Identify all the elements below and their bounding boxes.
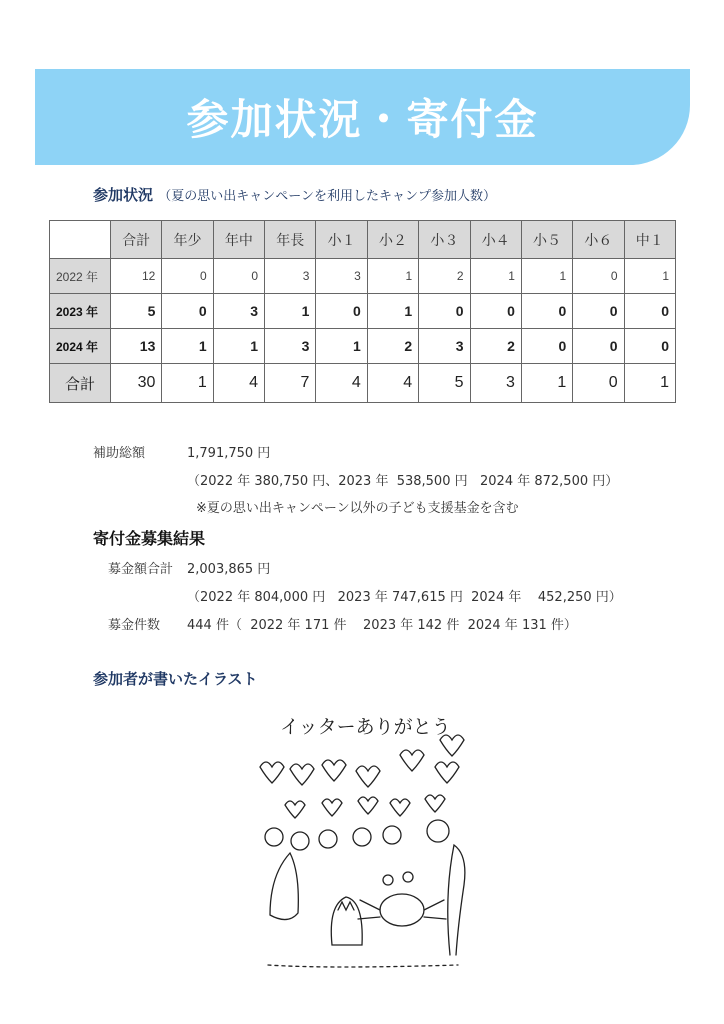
table-cell: 1 [624, 259, 675, 294]
participation-note: （夏の思い出キャンペーンを利用したキャンプ参加人数） [158, 189, 496, 204]
table-cell: 1 [470, 259, 521, 294]
table-corner-cell [50, 221, 111, 259]
column-header: 年中 [213, 221, 264, 259]
table-cell: 0 [162, 259, 213, 294]
donation-heading: 寄付金募集結果 [93, 529, 206, 548]
table-cell: 0 [573, 364, 624, 403]
subsidy-breakdown: （2022 年 380,750 円、2023 年 538,500 円 2024 年 872,500 円） [187, 474, 619, 489]
column-header: 小６ [573, 221, 624, 259]
table-cell: 5 [111, 294, 162, 329]
table-cell: 1 [213, 329, 264, 364]
table-cell: 4 [316, 364, 367, 403]
table-header-row [50, 221, 676, 259]
column-header: 小２ [367, 221, 418, 259]
table-cell: 1 [521, 364, 572, 403]
table-cell: 1 [521, 259, 572, 294]
table-cell: 5 [419, 364, 470, 403]
table-cell: 1 [367, 259, 418, 294]
column-header: 小４ [470, 221, 521, 259]
table-cell: 0 [213, 259, 264, 294]
table-cell: 13 [111, 329, 162, 364]
child-drawing-illustration [250, 705, 475, 975]
table-cell: 0 [573, 259, 624, 294]
column-header: 小１ [316, 221, 367, 259]
table-cell: 1 [624, 364, 675, 403]
table-cell: 2 [470, 329, 521, 364]
subsidy-amount: 1,791,750 円 [187, 446, 271, 461]
page-title: 参加状況・寄付金 [186, 95, 539, 144]
column-header: 中１ [624, 221, 675, 259]
row-header: 合計 [50, 364, 111, 403]
participation-heading [93, 184, 496, 205]
table-row [50, 329, 676, 364]
table-cell: 0 [470, 294, 521, 329]
table-cell: 1 [265, 294, 316, 329]
table-cell: 30 [111, 364, 162, 403]
table-cell: 2 [419, 259, 470, 294]
table-cell: 0 [316, 294, 367, 329]
table-cell: 0 [162, 294, 213, 329]
column-header: 合計 [111, 221, 162, 259]
table-cell: 0 [419, 294, 470, 329]
participation-heading-text: 参加状況 [93, 186, 154, 204]
row-header: 2023 年 [50, 294, 111, 329]
donation-count-label: 募金件数 [108, 618, 161, 633]
table-cell: 1 [316, 329, 367, 364]
table-cell: 0 [624, 329, 675, 364]
table-cell: 2 [367, 329, 418, 364]
table-cell: 4 [213, 364, 264, 403]
table-cell: 4 [367, 364, 418, 403]
table-cell: 3 [213, 294, 264, 329]
table-cell: 7 [265, 364, 316, 403]
subsidy-label: 補助総額 [93, 446, 146, 461]
table-cell: 3 [470, 364, 521, 403]
table-cell: 1 [162, 329, 213, 364]
title-banner [35, 69, 690, 165]
table-cell: 3 [265, 329, 316, 364]
handwritten-text: イッターありがとう [280, 716, 451, 738]
column-header: 小３ [419, 221, 470, 259]
table-cell: 0 [521, 294, 572, 329]
table-cell: 0 [573, 294, 624, 329]
row-header: 2022 年 [50, 259, 111, 294]
column-header: 小５ [521, 221, 572, 259]
column-header: 年少 [162, 221, 213, 259]
table-row [50, 364, 676, 403]
table-cell: 12 [111, 259, 162, 294]
table-cell: 3 [419, 329, 470, 364]
table-cell: 3 [316, 259, 367, 294]
table-cell: 1 [367, 294, 418, 329]
table-row [50, 259, 676, 294]
donation-total-breakdown: （2022 年 804,000 円 2023 年 747,615 円 2024 年 452,250 円） [187, 590, 622, 605]
illustration-heading: 参加者が書いたイラスト [93, 670, 258, 688]
column-header: 年長 [265, 221, 316, 259]
table-cell: 0 [521, 329, 572, 364]
table-cell: 1 [162, 364, 213, 403]
donation-total-label: 募金額合計 [108, 562, 174, 577]
row-header: 2024 年 [50, 329, 111, 364]
table-row [50, 294, 676, 329]
table-cell: 0 [573, 329, 624, 364]
participation-table [49, 220, 676, 403]
subsidy-remark: ※夏の思い出キャンペーン以外の子ども支援基金を含む [196, 501, 519, 516]
table-cell: 0 [624, 294, 675, 329]
donation-total-amount: 2,003,865 円 [187, 562, 271, 577]
donation-count-text: 444 件（ 2022 年 171 件 2023 年 142 件 2024 年 131 件） [187, 618, 577, 633]
table-cell: 3 [265, 259, 316, 294]
